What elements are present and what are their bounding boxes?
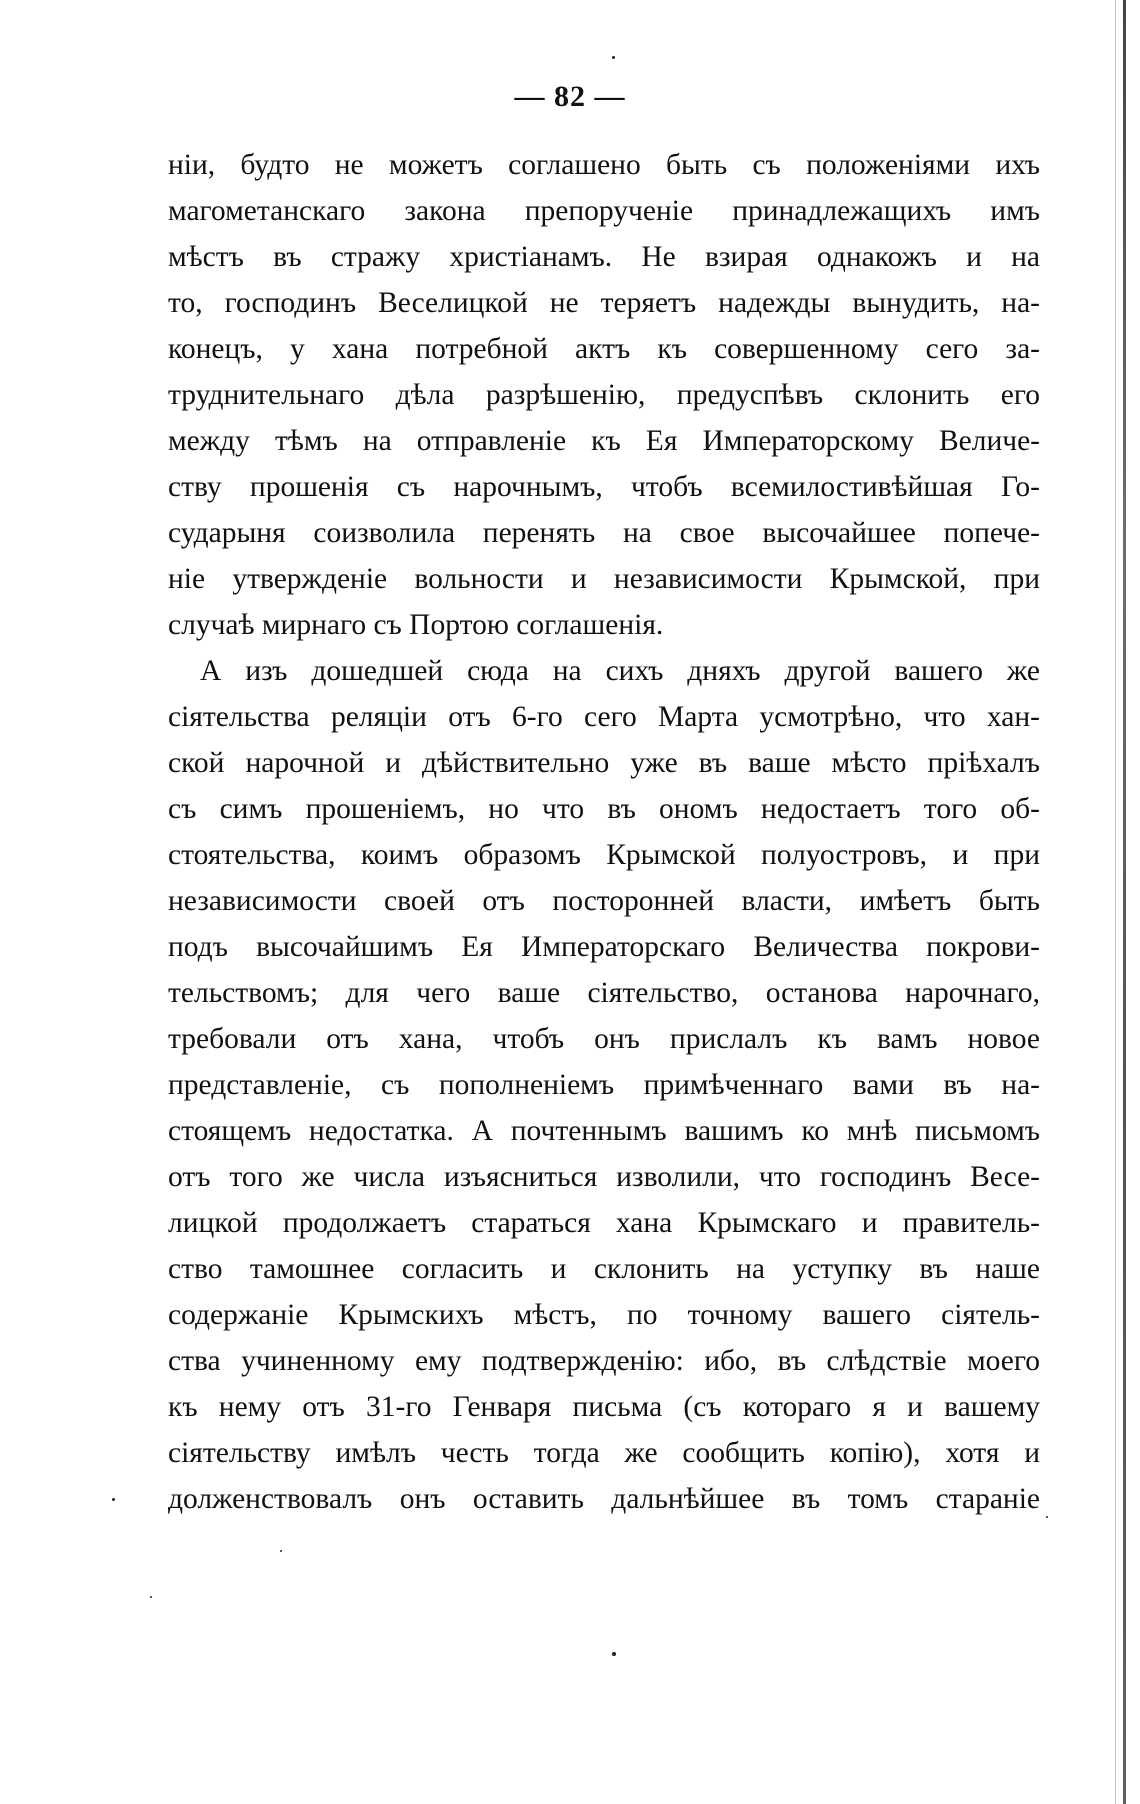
text-line: то, господинъ Веселицкой не теряетъ надежды вынудить, на- — [168, 287, 1040, 319]
text-line: представленіе, съ пополненіемъ примѣченнаго вами въ на- — [168, 1069, 1040, 1101]
paragraph-1 — [168, 142, 1040, 648]
text-line: стоящемъ недостатка. А почтеннымъ вашимъ ко мнѣ письмомъ — [168, 1115, 1040, 1147]
text-line: случаѣ мирнаго съ Портою соглашенія. — [168, 609, 664, 641]
text-line: отъ того же числа изъясниться изволили, что господинъ Весе- — [168, 1161, 1040, 1193]
body-text — [168, 142, 1040, 1522]
text-line: труднительнаго дѣла разрѣшенію, предуспѣвъ склонить его — [168, 379, 1040, 411]
text-line: независимости своей отъ посторонней власти, имѣетъ быть — [168, 885, 1040, 917]
text-line: требовали отъ хана, чтобъ онъ прислалъ къ вамъ новое — [168, 1023, 1040, 1055]
text-line: мѣстъ въ стражу христіанамъ. Не взирая однакожъ и на — [168, 241, 1040, 273]
text-line: подъ высочайшимъ Ея Императорскаго Величества покрови- — [168, 931, 1040, 963]
text-line: сіятельства реляціи отъ 6-го сего Марта усмотрѣно, что хан- — [168, 701, 1040, 733]
text-line: ство тамошнее согласить и склонить на уступку въ наше — [168, 1253, 1040, 1285]
text-line: тельствомъ; для чего ваше сіятельство, останова нарочнаго, — [168, 977, 1040, 1009]
text-line: ства учиненному ему подтвержденію: ибо, въ слѣдствіе моего — [168, 1345, 1040, 1377]
scan-speck — [280, 1550, 282, 1552]
page-number: — 82 — — [514, 80, 626, 113]
scan-speck — [612, 1652, 616, 1656]
text-line: ніе утвержденіе вольности и независимости Крымской, при — [168, 563, 1040, 595]
text-line: ской нарочной и дѣйствительно уже въ ваше мѣсто пріѣхалъ — [168, 747, 1040, 779]
paragraph-2 — [168, 648, 1040, 1522]
scan-speck — [112, 1498, 115, 1501]
text-line: ству прошенія съ нарочнымъ, чтобъ всемилостивѣйшая Го- — [168, 471, 1040, 503]
text-line: А изъ дошедшей сюда на сихъ дняхъ другой вашего же — [200, 655, 1040, 687]
text-line: ніи, будто не можетъ соглашено быть съ положеніями ихъ — [168, 149, 1040, 181]
text-line: сіятельству имѣлъ честь тогда же сообщить копію), хотя и — [168, 1437, 1040, 1469]
scan-speck — [1046, 1516, 1048, 1518]
text-line: съ симъ прошеніемъ, но что въ ономъ недостаетъ того об- — [168, 793, 1040, 825]
text-line: содержаніе Крымскихъ мѣстъ, по точному вашего сіятель- — [168, 1299, 1040, 1331]
text-line: конецъ, у хана потребной актъ къ совершенному сего за- — [168, 333, 1040, 365]
text-line: между тѣмъ на отправленіе къ Ея Императорскому Величе- — [168, 425, 1040, 457]
text-line: къ нему отъ 31-го Генваря письма (съ котораго я и вашему — [168, 1391, 1040, 1423]
scan-speck — [150, 1596, 152, 1598]
text-line: долженствовалъ онъ оставить дальнѣйшее въ томъ стараніе — [168, 1483, 1040, 1515]
scan-speck — [612, 56, 615, 59]
text-line: лицкой продолжаетъ стараться хана Крымскаго и правитель- — [168, 1207, 1040, 1239]
scan-page-edge-shadow — [1115, 0, 1116, 1804]
text-line: магометанскаго закона препорученіе принадлежащихъ имъ — [168, 195, 1040, 227]
text-line: стоятельства, коимъ образомъ Крымской полуостровъ, и при — [168, 839, 1040, 871]
scan-page-edge — [1123, 0, 1126, 1804]
text-line: сударыня соизволила перенять на свое высочайшее попече- — [168, 517, 1040, 549]
